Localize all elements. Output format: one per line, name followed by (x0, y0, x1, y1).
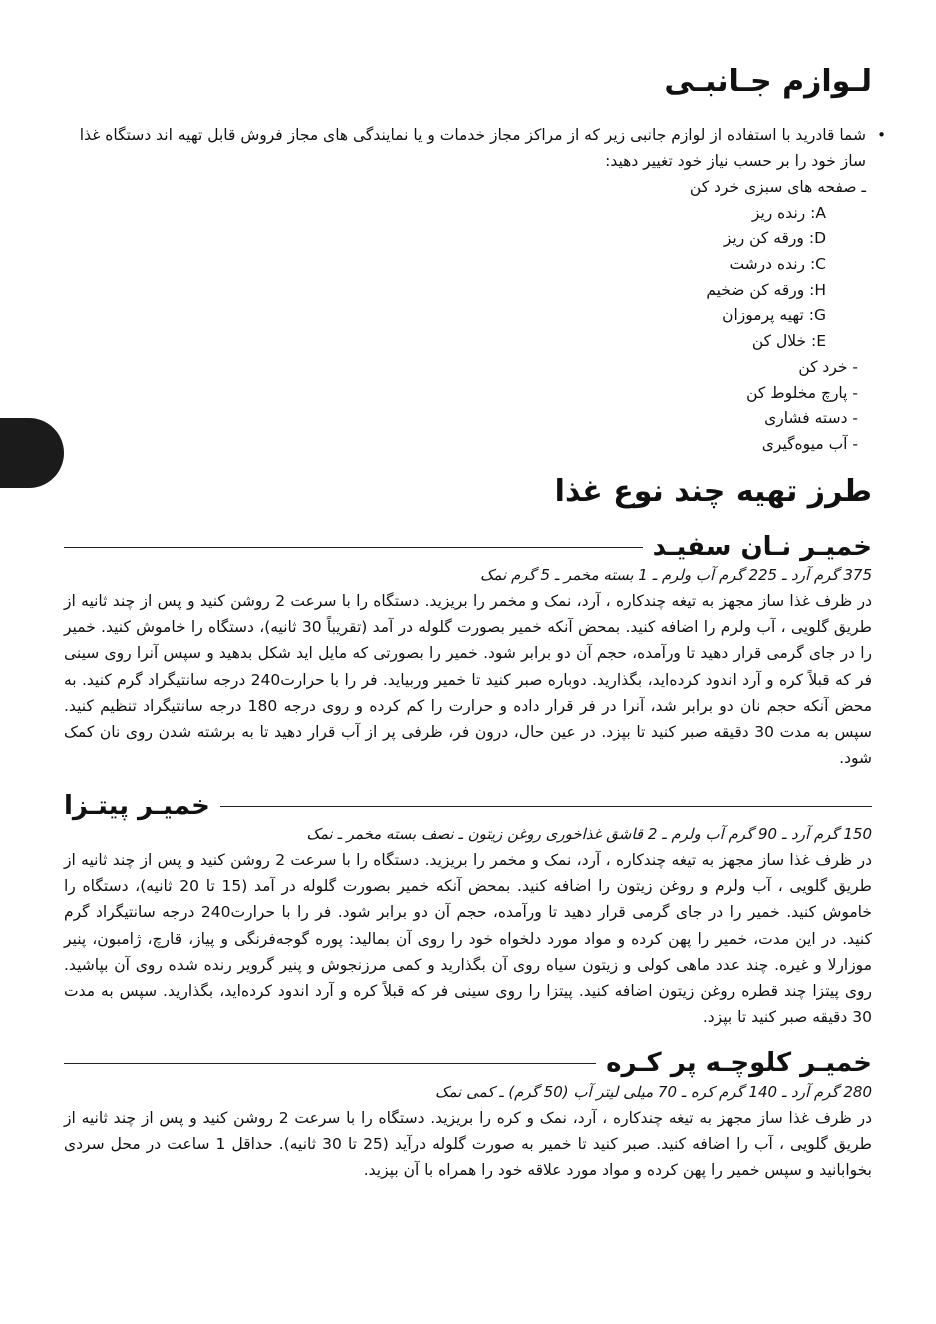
heading-rule (220, 806, 872, 807)
accessory-item: D: ورقه کن ریز (723, 229, 826, 247)
accessories-intro (66, 122, 886, 174)
accessory-item: - آب میوه‌گیری (761, 435, 858, 453)
accessory-item: ـ صفحه های سبزی خرد کن (689, 178, 866, 196)
recipe-method: در ظرف غذا ساز مجهز به تیغه چندکاره ، آرد، نمک و کره را بریزید. دستگاه را با سرعت 2 روشن کنید و پس از چند ثانیه از طریق گلویی ، آب را اضافه کنید. صبر کنید تا خمیر به صورت گلوله درآید (25 تا 30 ثانیه). حداقل 1 ساعت در محل سردی بخوابانید و سپس خمیر را پهن کرده و مواد مورد علاقه خود را همراه با آن بپزید. (64, 1109, 872, 1180)
recipe-ingredients: 280 گرم آرد ـ 140 گرم کره ـ 70 میلی لیتر آب (50 گرم) ـ کمی نمک (435, 1083, 872, 1101)
accessories-intro-text: شما قادرید با استفاده از لوازم جانبی زیر که از مراکز مجاز خدمات و یا نمایندگی های مجاز فروش قابل تهیه اند دستگاه غذا ساز خود را بر حسب نیاز خود تغییر دهید: (79, 126, 866, 170)
recipe-method: در ظرف غذا ساز مجهز به تیغه چندکاره ، آرد، نمک و مخمر را بریزید. دستگاه را با سرعت 2 روشن کنید و پس از چند ثانیه از طریق گلویی ، آب ولرم را اضافه کنید. بمحض آنکه خمیر بصورت گلوله در آمد (تقریباً 30 ثانیه)، دستگاه را خاموش کنید. خمیر را در جای گرمی قرار دهید تا ورآمده، حجم آن دو برابر شود. خمیر را بصورتی که مایل اید شکل بدهید و سپس آنرا روی سینی فر که قبلاً کره و آرد اندود کرده‌اید، بگذارید. دوباره صبر کنید تا خمیر وربیاید. فر را با حرارت240 درجه سانتیگراد گرم کنید. به محض آنکه حجم نان دو برابر شد، آنرا در فر قرار داده و حرارت را کم کرده و روی درجه 180 درجه سانتیگراد تنظیم کنید. سپس به مدت 30 دقیقه صبر کنید تا بپزد. در عین حال، درون فر، ظرفی پر از آب قرار دهید تا به برشته شدن روی نان کمک شود. (64, 592, 873, 768)
recipe-heading-pastry (64, 1043, 872, 1083)
heading-rule (64, 547, 643, 548)
page-edge-tab (0, 418, 64, 488)
accessory-item: H: ورقه کن ضخیم (706, 281, 826, 299)
accessory-item: E: خلال کن (751, 332, 826, 350)
recipe-title: خمیـر پیتـزا (64, 791, 210, 821)
recipe-heading-pizza (64, 786, 872, 826)
recipe-ingredients: 150 گرم آرد ـ 90 گرم آب ولرم ـ 2 قاشق غذاخوری روغن زیتون ـ نصف بسته مخمر ـ نمک (306, 825, 872, 843)
recipe-ingredients: 375 گرم آرد ـ 225 گرم آب ولرم ـ 1 بسته مخمر ـ 5 گرم نمک (479, 566, 872, 584)
heading-rule (64, 1063, 596, 1064)
accessory-item: C: رنده درشت (729, 255, 826, 273)
accessory-item: - دسته فشاری (764, 409, 858, 427)
recipes-title: طرز تهیه چند نوع غذا (554, 474, 872, 509)
accessory-item: A: رنده ریز (751, 204, 826, 222)
accessory-item: G: تهیه پرموزان (722, 306, 826, 324)
accessories-title: لـوازم جـانبـی (664, 64, 872, 99)
bullet-dot: • (877, 126, 886, 144)
recipe-title: خمیـر نـان سفیـد (652, 532, 872, 562)
recipe-heading-bread (64, 527, 872, 567)
recipe-title: خمیـر کلوچـه پر کـره (606, 1048, 872, 1078)
accessory-item: - خرد کن (798, 358, 858, 376)
recipe-method: در ظرف غذا ساز مجهز به تیغه چندکاره ، آرد، نمک و مخمر را بریزید. دستگاه را با سرعت 2 روشن کنید و پس از چند ثانیه از طریق گلویی ، آب ولرم و روغن زیتون را اضافه کنید. بمحض آنکه خمیر بصورت گلوله در آمد (15 تا 20 ثانیه)، دستگاه را خاموش کنید. خمیر را در جای گرمی قرار دهید تا ورآمده، حجم آن دو برابر شود. فر را با حرارت240 درجه سانتیگراد گرم کنید. در این مدت، خمیر را پهن کرده و مواد مورد دلخواه خود را روی آن بمالید: پوره گوجه‌فرنگی و پیاز، قارچ، ژامبون، پنیر موزارلا و غیره. چند عدد ماهی کولی و زیتون سیاه روی آن بگذارید و کمی مرزنجوش و پنیر گرویر رنده شده روی آن بپاشید. روی پیتزا چند قطره روغن زیتون اضافه کنید. پیتزا را روی سینی فر که قبلاً کره و آرد اندود کرده‌اید، بگذارید. سپس به مدت 30 دقیقه صبر کنید تا بپزد. (64, 851, 873, 1027)
accessory-item: - پارچ مخلوط کن (746, 384, 858, 402)
